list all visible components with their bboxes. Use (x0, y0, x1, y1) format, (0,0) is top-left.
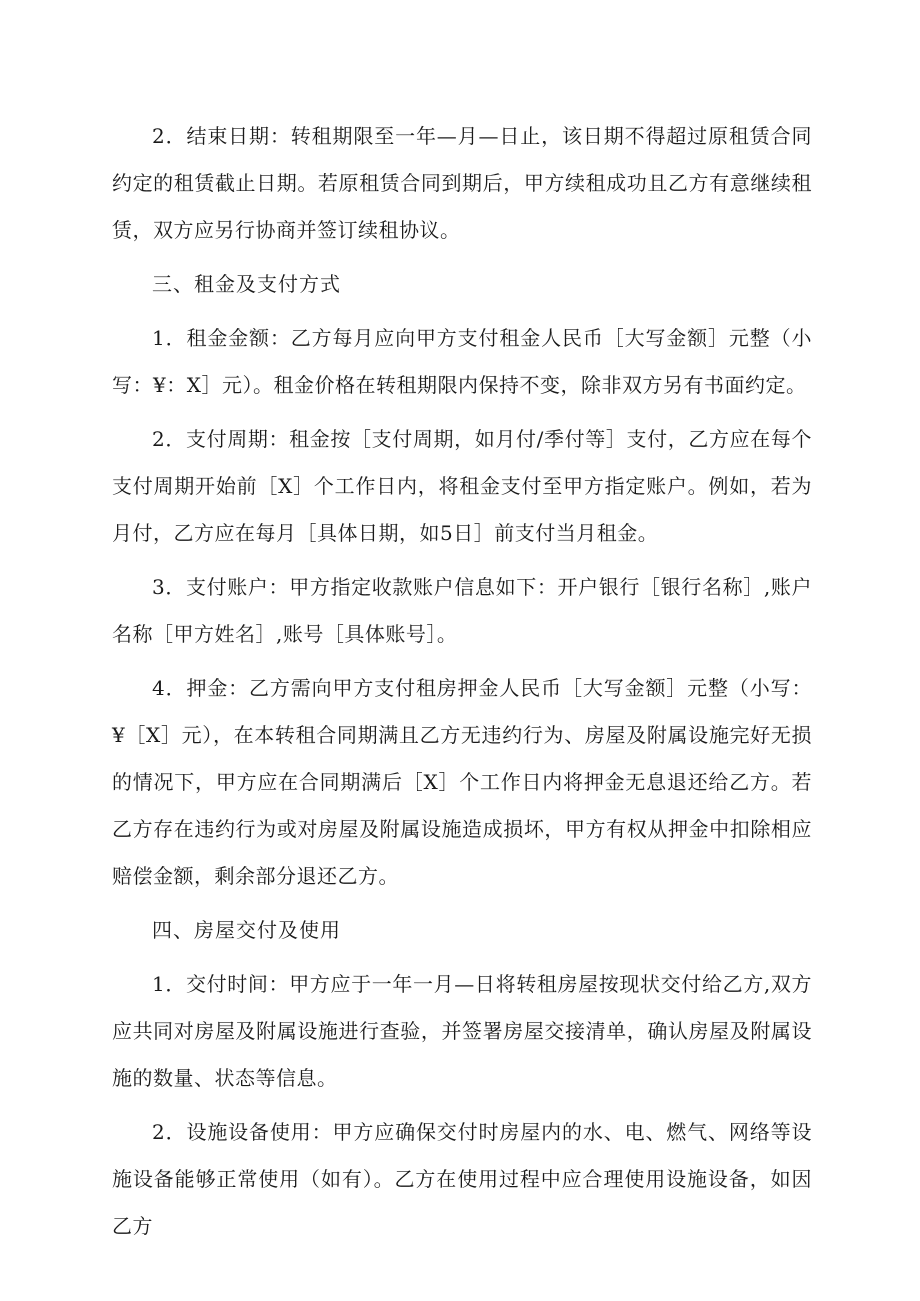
clause-2-facility-use: 2．设施设备使用：甲方应确保交付时房屋内的水、电、燃气、网络等设施设备能够正常使用（如有）。乙方在使用过程中应合理使用设施设备，如因乙方 (112, 1120, 812, 1238)
clause-1-delivery-time: 1．交付时间：甲方应于一年一月—日将转租房屋按现状交付给乙方,双方应共同对房屋及附属设施进行查验，并签署房屋交接清单，确认房屋及附属设施的数量、状态等信息。 (112, 972, 812, 1090)
clause-2-end-date: 2．结束日期：转租期限至一年—月—日止，该日期不得超过原租赁合同约定的租赁截止日期。若原租赁合同到期后，甲方续租成功且乙方有意继续租赁，双方应另行协商并签订续租协议。 (112, 124, 812, 242)
clause-1-rent-amount: 1．租金金额：乙方每月应向甲方支付租金人民币［大写金额］元整（小写：¥：X］元）。租金价格在转租期限内保持不变，除非双方另有书面约定。 (112, 326, 812, 397)
clause-4-deposit: 4．押金：乙方需向甲方支付租房押金人民币［大写金额］元整（小写：¥［X］元），在本转租合同期满且乙方无违约行为、房屋及附属设施完好无损的情况下，甲方应在合同期满后［X］个工作日内将押金无息退还给乙方。若乙方存在违约行为或对房屋及附属设施造成损坏，甲方有权从押金中扣除相应赔偿金额，剩余部分退还乙方。 (112, 676, 812, 888)
section-heading-delivery-use: 四、房屋交付及使用 (152, 918, 341, 942)
clause-2-payment-cycle: 2．支付周期：租金按［支付周期，如月付/季付等］支付，乙方应在每个支付周期开始前［X］个工作日内，将租金支付至甲方指定账户。例如，若为月付，乙方应在每月［具体日期，如5日］前支付当月租金。 (112, 427, 812, 545)
document-body (112, 113, 812, 1257)
section-heading-rent-payment: 三、租金及支付方式 (152, 272, 341, 296)
clause-3-payment-account: 3．支付账户：甲方指定收款账户信息如下：开户银行［银行名称］,账户名称［甲方姓名］,账号［具体账号］。 (112, 575, 812, 646)
